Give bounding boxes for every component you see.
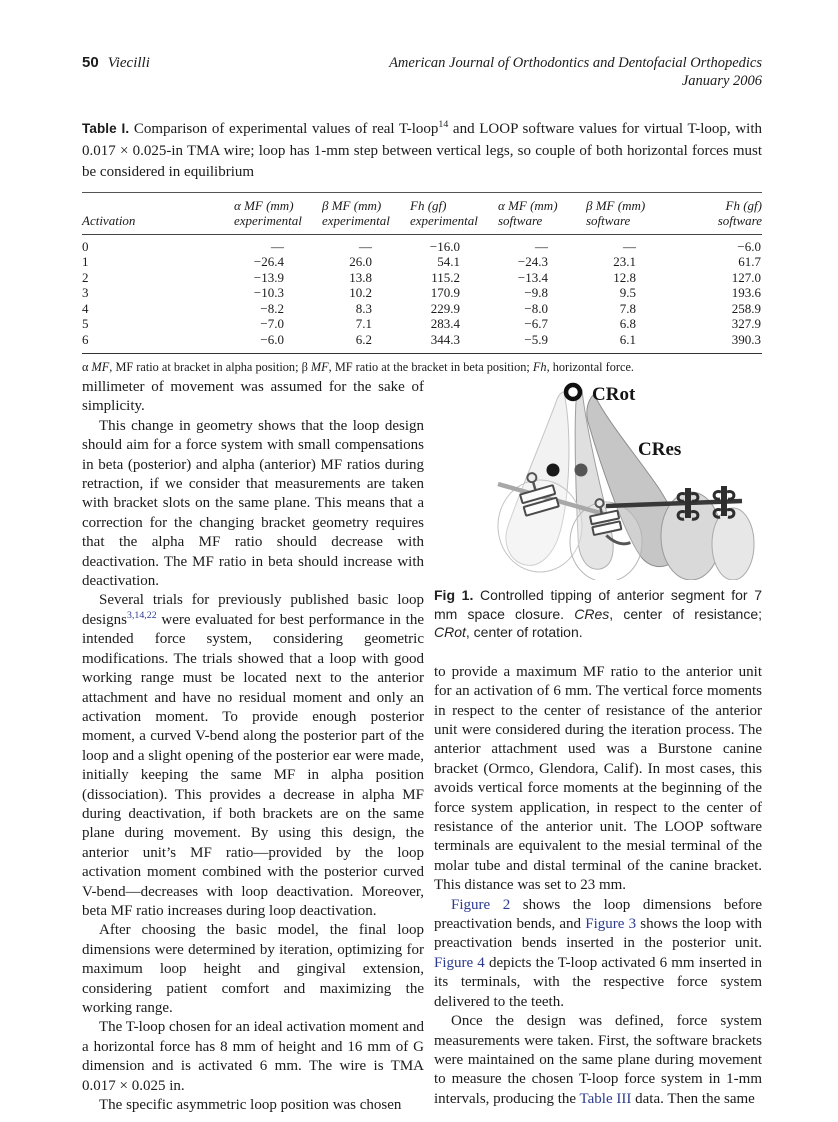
text-segment: , center of resistance; xyxy=(609,605,763,622)
running-header xyxy=(82,54,762,90)
value-cell: — xyxy=(623,238,636,254)
value-cell: 283.4 xyxy=(430,316,460,332)
value-cell: 193.6 xyxy=(731,285,761,301)
text-segment: The specific asymmetric loop position was chosen xyxy=(99,1097,402,1114)
paragraph xyxy=(82,1096,424,1115)
text-segment: MF xyxy=(310,359,329,374)
value-cell: 23.1 xyxy=(613,254,636,270)
cres-marker-displaced xyxy=(575,464,588,477)
value-cell: 170.9 xyxy=(430,285,460,301)
figure-1-image xyxy=(488,378,760,580)
paragraph xyxy=(434,663,762,896)
column-header-line: software xyxy=(717,212,762,228)
text-segment: CRes xyxy=(574,605,610,622)
value-cell: −7.0 xyxy=(260,316,284,332)
text-segment: This change in geometry shows that the loop design should aim for a force system with small compensations in beta (posterior) and alpha (anterior) MF ratios during retraction, if we consider that measurements are taken with bracket slots on the same plane. This means that a correction for the changing bracket geometry requires that the alpha MF ratio should decrease with deactivation. The MF ratio in beta should increase with deactivation. xyxy=(82,417,424,590)
running-author: Viecilli xyxy=(107,55,150,71)
value-cell: 12.8 xyxy=(613,269,636,285)
table-row xyxy=(82,332,762,353)
table-footnote xyxy=(82,354,762,375)
text-segment: The T-loop chosen for an ideal activation moment and a horizontal force has 8 mm of height and 16 mm of G dimension and is activated 6 mm. The wire is TMA 0.017 × 0.025 in. xyxy=(82,1019,424,1094)
value-cell: 7.8 xyxy=(619,300,636,316)
value-cell: −6.0 xyxy=(737,238,761,254)
value-cell: −16.0 xyxy=(429,238,460,254)
tooth-crown xyxy=(712,508,754,580)
text-segment: shows the loop with preactivation bends inserted in the posterior unit. xyxy=(434,916,763,952)
text-segment: millimeter of movement was assumed for the sake of simplicity. xyxy=(82,379,424,415)
value-cell: 390.3 xyxy=(731,332,761,348)
value-cell: −9.8 xyxy=(524,285,548,301)
cross-reference-link[interactable]: Figure 4 xyxy=(434,954,485,971)
text-segment: , center of rotation. xyxy=(465,624,583,641)
column-header xyxy=(82,192,234,234)
text-segment: depicts the T-loop activated 6 mm inserted in its terminals, with the respective force system delivered to the teeth. xyxy=(434,954,763,1010)
value-cell: −6.0 xyxy=(260,332,284,348)
value-cell: 6.8 xyxy=(619,316,636,332)
column-header-line: β MF (mm) xyxy=(322,197,382,213)
value-cell: −10.3 xyxy=(253,285,284,301)
value-cell: −13.4 xyxy=(517,269,548,285)
data-table xyxy=(82,192,762,354)
text-segment: to provide a maximum MF ratio to the anterior unit for an activation of 6 mm. The vertical force moments in respect to the center of resistance of the anterior unit were considered during the iteration process. The anterior attachment used was a Burstone canine bracket (Ormco, Glendora, Calif). In most cases, this avoids vertical force moments at the beginning of the force system application, in respect to the center of resistance of the anterior unit. The LOOP software terminals are equivalent to the mesial terminal of the molar tube and distal terminal of the canine bracket. This distance was set to 23 mm. xyxy=(434,663,762,894)
activation-cell: 6 xyxy=(82,332,89,348)
column-header-line: Fh (gf) xyxy=(725,197,762,213)
value-cell: — xyxy=(271,238,284,254)
activation-cell: 1 xyxy=(82,254,89,270)
text-segment: MF xyxy=(91,359,110,374)
value-cell: 61.7 xyxy=(738,254,761,270)
column-header xyxy=(410,192,498,234)
text-segment: Once the design was defined, force system measurements were taken. First, the software brackets were maintained on the same plane during movement to measure the chosen T-loop force system in 1-mm intervals, producing the xyxy=(434,1013,762,1107)
right-column xyxy=(434,378,762,1115)
cres-marker xyxy=(547,464,560,477)
table-row xyxy=(82,270,762,286)
text-segment: , MF ratio at bracket in alpha position; β xyxy=(109,359,311,374)
value-cell: 258.9 xyxy=(731,300,761,316)
text-segment: CRot xyxy=(434,624,466,641)
crot-label: CRot xyxy=(592,384,636,405)
column-header-line: software xyxy=(498,212,543,228)
value-cell: 344.3 xyxy=(430,332,460,348)
text-segment: , MF ratio at the bracket in beta position; xyxy=(328,359,533,374)
value-cell: 26.0 xyxy=(349,254,372,270)
crot-marker xyxy=(566,385,580,399)
column-header xyxy=(234,192,322,234)
paragraph xyxy=(82,1018,424,1096)
column-header-line: experimental xyxy=(234,212,302,228)
text-segment: After choosing the basic model, the final loop dimensions were determined by iteration, optimizing for maximum loop height and gingival extension, considering patient comfort and maximizing the working range. xyxy=(82,922,424,1016)
column-header-line: software xyxy=(586,212,631,228)
table-row xyxy=(82,254,762,270)
text-segment: data. Then the same xyxy=(631,1090,755,1107)
text-segment: , horizontal force. xyxy=(546,359,634,374)
cres-label: CRes xyxy=(638,439,682,460)
left-column xyxy=(82,378,424,1115)
cross-reference-link[interactable]: Table III xyxy=(579,1090,632,1107)
text-segment: and LOOP software values for virtual T-loop, with 0.017 × 0.025-in TMA wire; loop has 1-mm step between vertical legs, so couple of both horizontal forces must be considered in equilibrium xyxy=(82,121,762,180)
column-header-line: β MF (mm) xyxy=(586,197,646,213)
figure-1 xyxy=(488,378,760,580)
table-header-row xyxy=(82,192,762,234)
value-cell: 127.0 xyxy=(731,269,761,285)
value-cell: 7.1 xyxy=(355,316,372,332)
text-segment: α xyxy=(82,359,92,374)
paragraph xyxy=(82,378,424,417)
activation-cell: 2 xyxy=(82,269,89,285)
value-cell: 10.2 xyxy=(349,285,372,301)
column-header xyxy=(586,192,674,234)
text-segment: Comparison of experimental values of real T-loop xyxy=(129,121,439,137)
cross-reference-link[interactable]: Figure 3 xyxy=(585,916,637,933)
table-row xyxy=(82,285,762,301)
text-segment: Table I. xyxy=(82,121,130,136)
column-header-line: α MF (mm) xyxy=(234,197,294,213)
value-cell: 6.1 xyxy=(619,332,636,348)
cross-reference-link[interactable]: 3,14,22 xyxy=(127,609,157,621)
running-header-left xyxy=(82,54,150,72)
value-cell: −8.2 xyxy=(260,300,284,316)
activation-cell: 5 xyxy=(82,316,89,332)
paragraph xyxy=(434,896,762,1012)
activation-cell: 4 xyxy=(82,300,89,316)
table-body xyxy=(82,234,762,353)
activation-cell: 3 xyxy=(82,285,89,301)
value-cell: 115.2 xyxy=(431,269,460,285)
text-segment: were evaluated for best performance in the intended force system, considering geometric modifications. The trials showed that a loop with good working range must be located next to the anterior attachment and have no residual moment and only an activation moment. To provide enough posterior moment, a curved V-bend along the posterior part of the loop and a slight opening of the posterior ear were made, initially keeping the same MF in alpha position (dissociation). This provides a decrease in alpha MF during deactivation, if both brackets are on the same plane during movement. By using this design, the anterior unit’s MF ratio—provided by the loop activation moment combined with the posterior curved V-bend—decreases with loop deactivation. Moreover, beta MF ratio increases during loop deactivation. xyxy=(82,611,424,919)
column-header-line: experimental xyxy=(410,212,478,228)
column-header xyxy=(674,192,762,234)
text-segment: 14 xyxy=(438,119,449,130)
value-cell: 13.8 xyxy=(349,269,372,285)
column-header-line: Fh (gf) xyxy=(410,197,447,213)
page-number: 50 xyxy=(82,54,99,71)
value-cell: 327.9 xyxy=(731,316,761,332)
table-row xyxy=(82,234,762,254)
column-header xyxy=(498,192,586,234)
text-segment: Several trials for previously published basic loop designs xyxy=(82,592,424,628)
value-cell: 54.1 xyxy=(437,254,460,270)
value-cell: 6.2 xyxy=(355,332,372,348)
body-columns xyxy=(82,378,762,1115)
cross-reference-link[interactable]: Figure 2 xyxy=(451,896,511,913)
journal-title: American Journal of Orthodontics and Dentofacial Orthopedics xyxy=(389,55,762,71)
value-cell: — xyxy=(535,238,548,254)
value-cell: −24.3 xyxy=(517,254,548,270)
table-caption xyxy=(82,118,762,184)
value-cell: 229.9 xyxy=(430,300,460,316)
text-segment: Controlled tipping of anterior segment for 7 mm space closure. xyxy=(434,587,763,622)
paragraph xyxy=(82,417,424,592)
column-header xyxy=(322,192,410,234)
right-column-text xyxy=(434,663,762,1109)
value-cell: 9.5 xyxy=(619,285,636,301)
paragraph xyxy=(82,921,424,1018)
text-segment: Fig 1. xyxy=(434,587,474,603)
table-row xyxy=(82,316,762,332)
value-cell: −13.9 xyxy=(253,269,284,285)
journal-info xyxy=(389,54,762,90)
table-header xyxy=(82,192,762,234)
paragraph xyxy=(82,591,424,921)
value-cell: −6.7 xyxy=(524,316,548,332)
journal-issue: January 2006 xyxy=(681,73,762,89)
table-1-block xyxy=(82,118,762,375)
column-header-line: α MF (mm) xyxy=(498,197,558,213)
value-cell: −5.9 xyxy=(524,332,548,348)
value-cell: −26.4 xyxy=(253,254,284,270)
paragraph xyxy=(434,1012,762,1109)
activation-cell: 0 xyxy=(82,238,89,254)
value-cell: −8.0 xyxy=(524,300,548,316)
table-row xyxy=(82,301,762,317)
figure-caption xyxy=(434,586,762,642)
column-header-line: experimental xyxy=(322,212,390,228)
text-segment: shows the loop dimensions before preactivation bends, and xyxy=(434,896,762,933)
value-cell: — xyxy=(359,238,372,254)
column-header-line: Activation xyxy=(82,212,136,228)
text-segment: Fh xyxy=(532,359,547,374)
value-cell: 8.3 xyxy=(355,300,372,316)
